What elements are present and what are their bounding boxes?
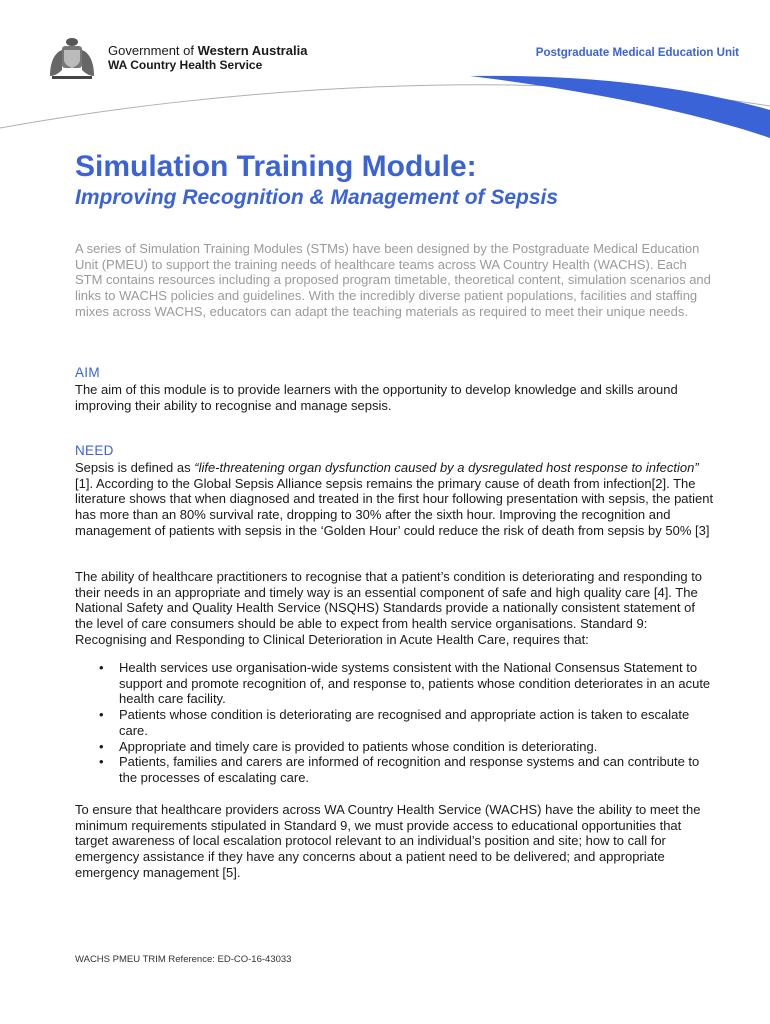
bullet-icon: •: [99, 707, 104, 723]
government-name: Government of Western Australia: [108, 43, 308, 58]
header-swoosh-decoration: [0, 70, 770, 145]
list-item: • Health services use organisation-wide systems consistent with the National Consensus Statement to support and promote recognition of, and response to, patients whose condition deteriorates in an acute health care facility.: [99, 660, 711, 707]
need-heading: NEED: [75, 443, 114, 458]
need-paragraph-3: To ensure that healthcare providers across WA Country Health Service (WACHS) have the ability to meet the minimum requirements stipulated in Standard 9, we must provide access to educational opportunities that target awareness of local escalation protocol relevant to an individual’s position and site; how to call for emergency assistance if they have any concerns about a patient need to be delivered; and appropriate emergency management [5].: [75, 802, 701, 880]
unit-name: Postgraduate Medical Education Unit: [535, 47, 739, 59]
standard-9-requirements-list: [75, 660, 715, 786]
list-item: • Appropriate and timely care is provided to patients whose condition is deteriorating.: [99, 738, 598, 754]
page-header: [0, 0, 770, 140]
intro-paragraph: A series of Simulation Training Modules (STMs) have been designed by the Postgraduate Medical Education Unit (PMEU) to support the training needs of healthcare teams across WA Country Health (WACHS). Each STM contains resources including a proposed program timetable, theoretical content, simulation scenarios and links to WACHS policies and guidelines. With the incredibly diverse patient populations, facilities and staffing mixes across WACHS, educators can adapt the teaching materials as required to meet their unique needs.: [75, 241, 711, 319]
trim-reference-footer: WACHS PMEU TRIM Reference: ED-CO-16-43033: [75, 954, 292, 965]
aim-heading: AIM: [75, 365, 100, 380]
need-paragraph-1: Sepsis is defined as “life-threatening organ dysfunction caused by a dysregulated host response to infection” [1]. According to the Global Sepsis Alliance sepsis remains the primary cause of death from infection[2]. The literature shows that when diagnosed and treated in the first hour following presentation with sepsis, the patient has more than an 80% survival rate, dropping to 30% after the sixth hour. Improving the recognition and management of patients with sepsis in the ‘Golden Hour’ could reduce the risk of death from sepsis by 50% [3]: [75, 460, 714, 538]
bullet-icon: •: [99, 754, 104, 770]
page-subtitle: Improving Recognition & Management of Sepsis: [75, 186, 559, 209]
need-paragraph-2: The ability of healthcare practitioners to recognise that a patient’s condition is deteriorating and responding to their needs in an appropriate and timely way is an essential component of safe and high quality care [4]. The National Safety and Quality Health Service (NSQHS) Standards provide a nationally consistent statement of the level of care consumers should be able to expect from health service organisations. Standard 9: Recognising and Responding to Clinical Deterioration in Acute Health Care, requires that:: [75, 569, 703, 647]
bullet-icon: •: [99, 660, 104, 675]
list-item: • Patients whose condition is deteriorating are recognised and appropriate action is taken to escalate care.: [99, 707, 690, 738]
bullet-icon: •: [99, 738, 104, 754]
list-item: • Patients, families and carers are informed of recognition and response systems and can contribute to the processes of escalating care.: [99, 754, 700, 785]
health-service-name: WA Country Health Service: [108, 58, 263, 72]
aim-paragraph: The aim of this module is to provide learners with the opportunity to develop knowledge and skills around improving their ability to recognise and manage sepsis.: [75, 382, 678, 413]
page-title: Simulation Training Module:: [75, 150, 477, 183]
